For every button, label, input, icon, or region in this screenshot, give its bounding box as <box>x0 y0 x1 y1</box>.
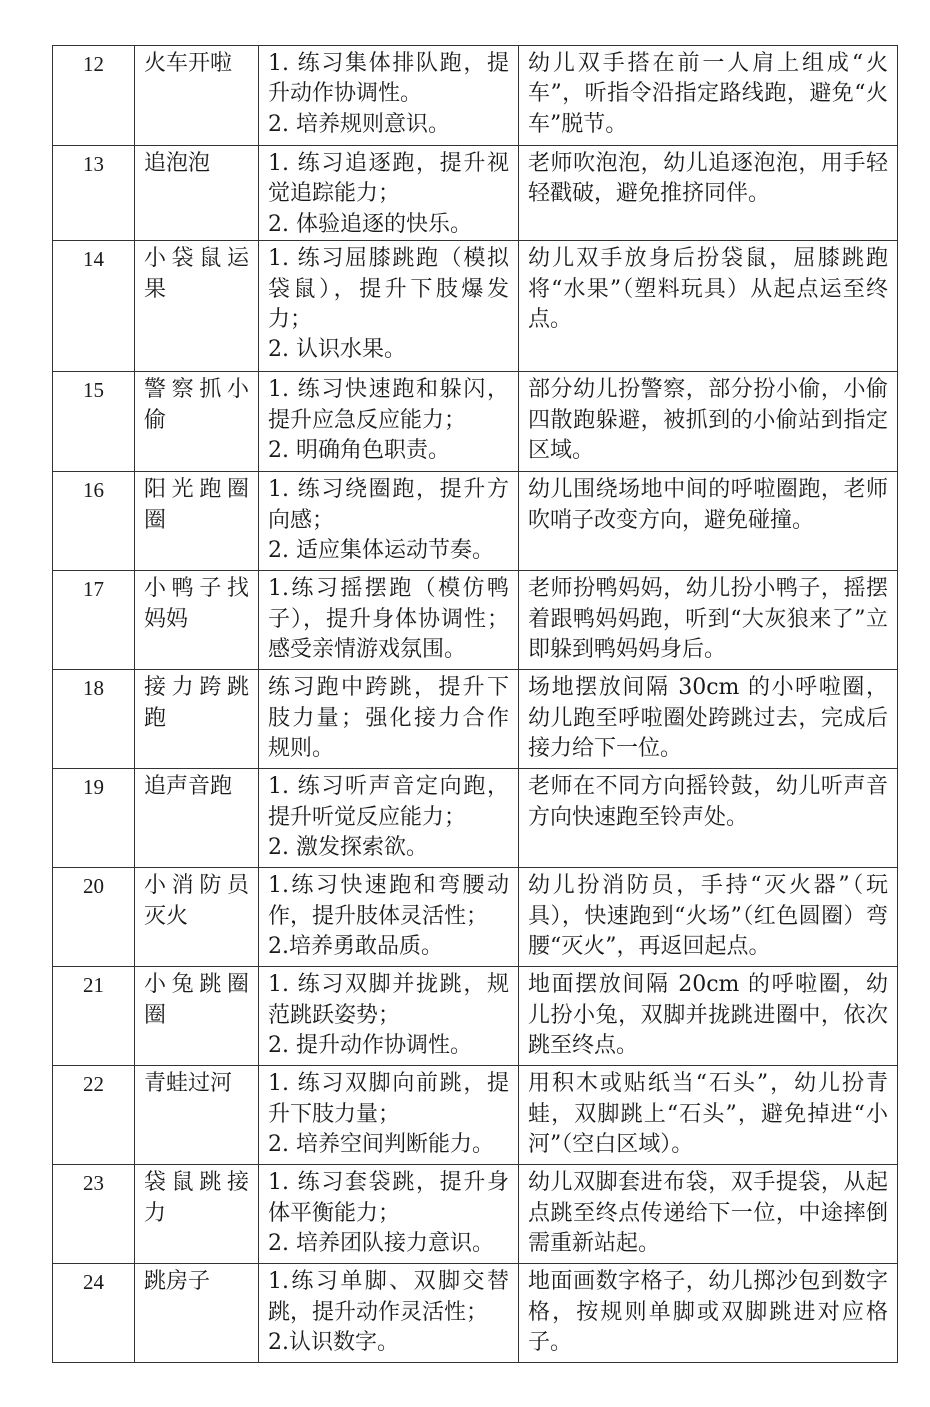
goal-item: 2.培养勇敢品质。 <box>268 934 443 960</box>
goal-item: 2. 培养空间判断能力。 <box>268 1132 494 1158</box>
game-method: 老师在不同方向摇铃鼓，幼儿听声音方向快速跑至铃声处。 <box>519 769 898 868</box>
game-method: 幼儿围绕场地中间的呼啦圈跑，老师吹哨子改变方向，避免碰撞。 <box>519 472 898 571</box>
table-row <box>53 1165 898 1264</box>
goal-item: 1. 练习快速跑和躲闪，提升应急反应能力； <box>268 377 509 433</box>
game-name: 小鸭子找妈妈 <box>135 571 259 670</box>
table-row <box>53 146 898 241</box>
row-number: 22 <box>53 1066 135 1165</box>
goal-item: 1. 练习双脚向前跳，提升下肢力量； <box>268 1071 509 1127</box>
game-goals <box>259 571 519 670</box>
goal-item: 2.认识数字。 <box>268 1330 399 1356</box>
game-name: 小兔跳圈圈 <box>135 967 259 1066</box>
game-method: 场地摆放间隔 30cm 的小呼啦圈，幼儿跑至呼啦圈处跨跳过去，完成后接力给下一位。 <box>519 670 898 769</box>
table-row <box>53 1066 898 1165</box>
goal-item: 2. 认识水果。 <box>268 337 406 363</box>
game-goals <box>259 146 519 241</box>
game-goals <box>259 241 519 372</box>
game-goals <box>259 1066 519 1165</box>
row-number: 17 <box>53 571 135 670</box>
row-number: 18 <box>53 670 135 769</box>
row-number: 14 <box>53 241 135 372</box>
game-method: 幼儿双手放身后扮袋鼠，屈膝跳跑将“水果”（塑料玩具）从起点运至终点。 <box>519 241 898 372</box>
row-number: 23 <box>53 1165 135 1264</box>
goal-item: 1. 练习屈膝跳跑（模拟袋鼠），提升下肢爆发力； <box>268 246 509 333</box>
row-number: 15 <box>53 372 135 472</box>
goal-item: 1.练习单脚、双脚交替跳，提升动作灵活性； <box>268 1269 509 1325</box>
game-goals <box>259 46 519 146</box>
goal-item: 1. 练习听声音定向跑，提升听觉反应能力； <box>268 774 509 830</box>
goal-item: 练习跑中跨跳，提升下肢力量；强化接力合作规则。 <box>268 675 509 762</box>
goal-item: 2. 激发探索欲。 <box>268 835 428 861</box>
game-method: 用积木或贴纸当“石头”，幼儿扮青蛙，双脚跳上“石头”，避免掉进“小河”（空白区域）。 <box>519 1066 898 1165</box>
game-name: 追声音跑 <box>135 769 259 868</box>
table-row <box>53 769 898 868</box>
game-name: 接力跨跳跑 <box>135 670 259 769</box>
game-name: 追泡泡 <box>135 146 259 241</box>
game-goals <box>259 868 519 967</box>
game-goals <box>259 670 519 769</box>
goal-item: 2. 提升动作协调性。 <box>268 1033 472 1059</box>
table-row <box>53 472 898 571</box>
game-name: 小袋鼠运果 <box>135 241 259 372</box>
game-method: 地面摆放间隔 20cm 的呼啦圈，幼儿扮小兔，双脚并拢跳进圈中，依次跳至终点。 <box>519 967 898 1066</box>
game-goals <box>259 472 519 571</box>
goal-item: 1. 练习套袋跳，提升身体平衡能力； <box>268 1170 509 1226</box>
game-name: 小消防员灭火 <box>135 868 259 967</box>
goal-item: 2. 体验追逐的快乐。 <box>268 211 472 237</box>
row-number: 16 <box>53 472 135 571</box>
table-row <box>53 967 898 1066</box>
table-row <box>53 241 898 372</box>
game-name: 阳光跑圈圈 <box>135 472 259 571</box>
table-row <box>53 46 898 146</box>
goal-item: 2. 培养规则意识。 <box>268 111 450 137</box>
table-row <box>53 1264 898 1363</box>
game-goals <box>259 967 519 1066</box>
activity-table-body <box>53 46 898 1363</box>
goal-item: 1. 练习绕圈跑，提升方向感； <box>268 477 509 533</box>
game-name: 火车开啦 <box>135 46 259 146</box>
game-goals <box>259 1264 519 1363</box>
row-number: 21 <box>53 967 135 1066</box>
row-number: 20 <box>53 868 135 967</box>
game-method: 幼儿双脚套进布袋，双手提袋，从起点跳至终点传递给下一位，中途摔倒需重新站起。 <box>519 1165 898 1264</box>
goal-item: 2. 培养团队接力意识。 <box>268 1231 494 1257</box>
game-method: 幼儿扮消防员，手持“灭火器”（玩具），快速跑到“火场”（红色圆圈）弯腰“灭火”，再返回起点。 <box>519 868 898 967</box>
game-method: 老师吹泡泡，幼儿追逐泡泡，用手轻轻戳破，避免推挤同伴。 <box>519 146 898 241</box>
row-number: 19 <box>53 769 135 868</box>
table-row <box>53 571 898 670</box>
game-method: 部分幼儿扮警察，部分扮小偷，小偷四散跑躲避，被抓到的小偷站到指定区域。 <box>519 372 898 472</box>
table-row <box>53 868 898 967</box>
table-row <box>53 372 898 472</box>
game-method: 老师扮鸭妈妈，幼儿扮小鸭子，摇摆着跟鸭妈妈跑，听到“大灰狼来了”立即躲到鸭妈妈身后。 <box>519 571 898 670</box>
game-name: 警察抓小偷 <box>135 372 259 472</box>
goal-item: 2. 明确角色职责。 <box>268 438 450 464</box>
row-number: 24 <box>53 1264 135 1363</box>
goal-item: 1.练习快速跑和弯腰动作，提升肢体灵活性； <box>268 873 509 929</box>
game-method: 幼儿双手搭在前一人肩上组成“火车”，听指令沿指定路线跑，避免“火车”脱节。 <box>519 46 898 146</box>
game-goals <box>259 769 519 868</box>
row-number: 12 <box>53 46 135 146</box>
game-goals <box>259 1165 519 1264</box>
activity-table <box>52 45 898 1363</box>
goal-item: 2. 适应集体运动节奏。 <box>268 538 494 564</box>
table-row <box>53 670 898 769</box>
game-name: 袋鼠跳接力 <box>135 1165 259 1264</box>
goal-item: 1.练习摇摆跑（模仿鸭子），提升身体协调性；感受亲情游戏氛围。 <box>268 576 509 663</box>
game-name: 青蛙过河 <box>135 1066 259 1165</box>
goal-item: 1. 练习集体排队跑，提升动作协调性。 <box>268 51 509 107</box>
goal-item: 1. 练习双脚并拢跳，规范跳跃姿势； <box>268 972 509 1028</box>
goal-item: 1. 练习追逐跑，提升视觉追踪能力； <box>268 151 509 207</box>
game-goals <box>259 372 519 472</box>
game-method: 地面画数字格子，幼儿掷沙包到数字格，按规则单脚或双脚跳进对应格子。 <box>519 1264 898 1363</box>
row-number: 13 <box>53 146 135 241</box>
game-name: 跳房子 <box>135 1264 259 1363</box>
